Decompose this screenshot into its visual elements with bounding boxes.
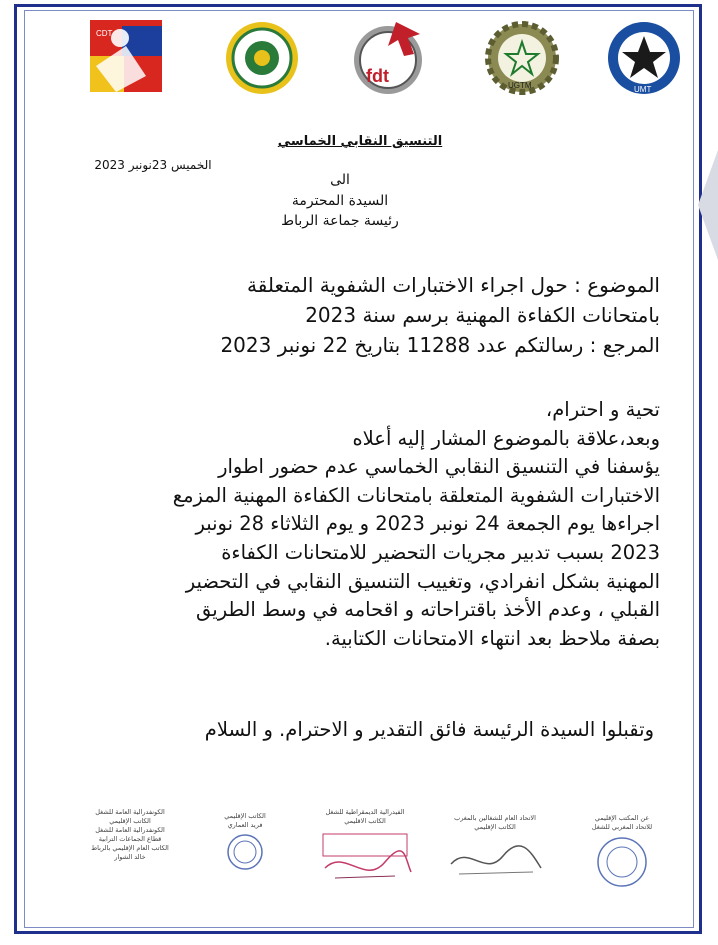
body-line: وبعد،علاقة بالموضوع المشار إليه أعلاه: [352, 426, 660, 450]
stamp-ugtm: [440, 814, 550, 884]
stamp-text: الكاتب الإقليمي: [109, 817, 151, 825]
logo-row: [86, 16, 686, 106]
coordination-title: التنسيق النقابي الخماسي: [277, 134, 443, 149]
subject-line: الموضوع : حول اجراء الاختبارات الشفوية المتعلقة: [247, 273, 660, 297]
body-line: اجراءها يوم الجمعة 24 نونبر 2023 و يوم الثلاثاء 28 نونبر: [195, 512, 660, 536]
stamp-text: الفيدرالية الديمقراطية للشغل: [325, 808, 405, 816]
body-line: الاختبارات الشفوية المتعلقة بامتحانات الكفاءة المهنية المزمع: [172, 483, 660, 507]
stamp-text: الكاتب العام الإقليمي بالرباط: [91, 844, 169, 852]
stamp-fdt: [310, 808, 420, 886]
fdt-logo: [348, 16, 428, 98]
stamp-text: قطاع الجماعات الترابية: [98, 835, 162, 843]
stamp-cdt: [70, 808, 190, 862]
stamp-text: عن المكتب الإقليمي: [594, 814, 650, 822]
signature-scribble-icon: [315, 828, 415, 886]
ugtm-logo: [482, 16, 562, 98]
stamp-text: الاتحاد العام للشغالين بالمغرب: [454, 814, 536, 822]
cdt-logo: [86, 16, 166, 98]
cdt-logo-text: CDT: [96, 29, 113, 38]
body-line: المهنية بشكل انفرادي، وتغييب التنسيق النقابي في التحضير: [185, 569, 660, 593]
stamp-text: الكاتب الإقليمي: [224, 812, 266, 820]
reference-line: المرجع : رسالتكم عدد 11288 بتاريخ 22 نونبر 2023: [220, 333, 660, 357]
body-line: يؤسفنا في التنسيق النقابي الخماسي عدم حضور اطوار: [218, 455, 660, 479]
stamp-text: خالد الشوار: [114, 853, 146, 861]
letter-date: الخميس 23نونبر 2023: [94, 158, 212, 172]
body-line: بصفة ملاحظ بعد انتهاء الامتحانات الكتابية.: [324, 626, 660, 650]
stamp-text: للاتحاد المغربي للشغل: [591, 823, 653, 831]
stamp-text: الكونفدرالية العامة للشغل: [95, 808, 165, 816]
ugtm-logo-text: UGTM: [508, 81, 532, 90]
round-stamp-icon: [594, 834, 650, 890]
letter-body: [60, 396, 660, 653]
stamp-text: الكاتب الاقليمي: [344, 817, 386, 825]
recipient-role: رئيسة جماعة الرباط: [281, 213, 399, 229]
umt-logo-text: UMT: [634, 85, 652, 94]
subject-line-continued: بامتحانات الكفاءة المهنية برسم سنة 2023: [305, 303, 660, 327]
body-line: 2023 بسبب تدبير مجريات التحضير للامتحانات الكفاءة: [221, 540, 660, 564]
stamp-text: الكاتب الإقليمي: [474, 823, 516, 831]
signature-scribble-icon: [445, 834, 545, 884]
stamp-text: فريد العماري: [227, 821, 263, 829]
fsd-logo: [222, 16, 302, 98]
greeting: تحية و احترام،: [545, 398, 660, 421]
recipient-to: الى: [330, 172, 350, 188]
subject-block: [60, 270, 660, 360]
umt-logo: [604, 16, 684, 98]
recipient-honorific: السيدة المحترمة: [291, 193, 389, 209]
stamp-text: الكونفدرالية العامة للشغل: [95, 826, 165, 834]
signature-stamps: [70, 808, 690, 908]
fdt-logo-text: fdt: [366, 66, 389, 86]
page-edge-shadow: [690, 150, 718, 260]
stamp-umt: [582, 814, 662, 890]
stamp-fsd: [210, 812, 280, 872]
closing-line: وتقبلوا السيدة الرئيسة فائق التقدير و الاحترام. و السلام: [204, 718, 654, 741]
round-stamp-icon: [223, 832, 267, 872]
body-line: القبلي ، وعدم الأخذ باقتراحاته و اقحامه في وسط الطريق: [196, 598, 660, 622]
